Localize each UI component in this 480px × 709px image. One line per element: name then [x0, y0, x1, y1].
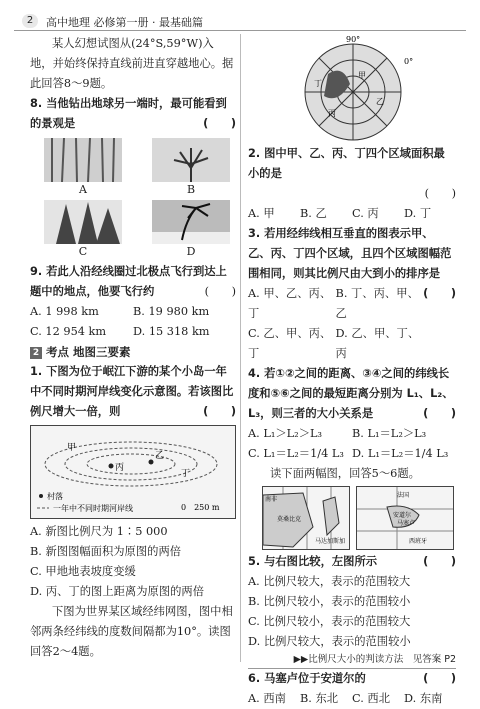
- q5-option-c[interactable]: C. 比例尺较小，表示的范围较大: [248, 615, 411, 628]
- andorra-map: [356, 486, 454, 550]
- intro-2-4: 下图为世界某区域经纬网图，图中相邻两条经纬线的度数间隔都为10°。读图回答2～4题。: [30, 605, 233, 658]
- q4-answer-paren: ( ): [423, 407, 456, 420]
- q3-answer-paren: ( ): [423, 287, 456, 300]
- q6-option-a[interactable]: A. 西南: [248, 692, 286, 705]
- q8-option-b[interactable]: [144, 138, 238, 198]
- question-8: [30, 94, 236, 260]
- q6-option-d[interactable]: D. 东南: [404, 692, 443, 705]
- q8-answer-paren: ( ): [203, 117, 236, 130]
- q9-option-b[interactable]: B. 19 980 km: [133, 305, 210, 318]
- intro-5-6: 读下面两幅图，回答5～6题。: [270, 467, 420, 480]
- q2-option-a[interactable]: A. 甲: [248, 207, 275, 220]
- map-scale: 0 250 m: [181, 503, 220, 512]
- map-label-ding: 丁: [181, 469, 191, 479]
- question-3: [248, 224, 456, 364]
- section-heading: [30, 342, 236, 362]
- q3-option-d[interactable]: D. 乙、甲、丁、丙: [335, 327, 420, 360]
- q2-option-d[interactable]: D. 丁: [404, 207, 432, 220]
- q6-option-c[interactable]: C. 西北: [352, 692, 391, 705]
- map-label-jia: 甲: [67, 443, 77, 453]
- q8-stem: 8. 当他钻出地球另一端时，最可能看到的景观是: [30, 97, 227, 130]
- q8-option-a[interactable]: [36, 138, 130, 198]
- polar-map: [288, 34, 456, 144]
- legend-shoreline: 一年中不同时期河岸线: [53, 504, 133, 513]
- map-label-spain: 西班牙: [409, 538, 428, 545]
- map-label-mozambique: 莫桑比克: [277, 516, 302, 523]
- q6-answer-paren: ( ): [423, 672, 456, 685]
- legend-village: 村落: [47, 492, 63, 501]
- q2-option-c[interactable]: C. 丙: [352, 207, 379, 220]
- left-column: [30, 34, 236, 662]
- q5-answer-paren: ( ): [423, 555, 456, 568]
- q2-option-b[interactable]: B. 乙: [300, 207, 327, 220]
- map-label-france: 法国: [397, 492, 410, 499]
- q2-stem: 2. 图中甲、乙、丙、丁四个区域面积最小的是: [248, 147, 445, 180]
- column-divider: [240, 34, 241, 662]
- polar-label-jia: 甲: [358, 71, 366, 80]
- q6-option-b[interactable]: B. 东北: [300, 692, 339, 705]
- section-title: 考点 地图三要素: [46, 345, 131, 359]
- map-label-madagascar: 马达加斯加: [315, 538, 346, 545]
- question-9: [30, 262, 236, 342]
- q1-option-c[interactable]: C. 甲地地表坡度变缓: [30, 565, 136, 578]
- q9-option-c[interactable]: C. 12 954 km: [30, 325, 107, 338]
- q2-answer-paren: ( ): [424, 187, 456, 200]
- polar-label-ding: 丁: [314, 79, 322, 88]
- q5-option-b[interactable]: B. 比例尺较小，表示的范围较小: [248, 595, 411, 608]
- question-5: [248, 552, 456, 652]
- q4-option-a[interactable]: A. L₁＞L₂＞L₃: [248, 427, 323, 440]
- coconut-beach-image: [152, 200, 230, 244]
- map-label-south-africa: 南非: [265, 496, 278, 503]
- q9-answer-paren: ( ): [204, 285, 236, 298]
- map-label-yi: 乙: [155, 451, 165, 461]
- polar-label-0: 0°: [404, 57, 414, 66]
- q1-option-b[interactable]: B. 新图图幅面积为原图的两倍: [30, 545, 182, 558]
- q8-option-c[interactable]: [36, 200, 130, 260]
- q3-option-b[interactable]: B. 丁、丙、甲、乙: [335, 287, 419, 320]
- q9-option-a[interactable]: A. 1 998 km: [30, 305, 99, 318]
- q3-stem: 3. 若用经纬线相互垂直的图表示甲、乙、丙、丁四个区域，且四个区域图幅范围相同，则其比例尺由大到小的排序是: [248, 227, 452, 280]
- q5-option-a[interactable]: A. 比例尺较大，表示的范围较大: [248, 575, 411, 588]
- q1-answer-paren: ( ): [203, 405, 236, 418]
- southern-africa-map: [262, 486, 350, 550]
- q9-stem: 9. 若此人沿经线圈过北极点飞行到达上题中的地点，他要飞行约: [30, 265, 227, 298]
- q9-option-d[interactable]: D. 15 318 km: [133, 325, 210, 338]
- header-title: 高中地理 必修第一册 · 最基础篇: [46, 16, 203, 29]
- two-maps: [262, 486, 456, 550]
- intro-8-9: 某人幻想试图从(24°S,59°W)入地，并始终保持直线前进直穿越地心。据此回答8～9题。: [30, 37, 234, 90]
- answer-reference: ▶▶比例尺大小的判读方法 见答案 P2: [248, 652, 456, 669]
- map-label-bing: 丙: [115, 463, 125, 473]
- q8-label-c: C: [78, 245, 88, 258]
- q8-label-a: A: [79, 183, 87, 196]
- map-label-maseru: 马塞卢: [397, 520, 416, 527]
- polar-label-yi: 乙: [376, 97, 384, 106]
- question-2: [248, 144, 456, 224]
- q3-option-c[interactable]: C. 乙、甲、丙、丁: [248, 327, 332, 360]
- q1-option-d[interactable]: D. 丙、丁的图上距离为原图的两倍: [30, 585, 204, 598]
- right-column: [248, 34, 456, 709]
- island-map: [30, 425, 236, 519]
- question-6: [248, 669, 456, 709]
- q5-option-d[interactable]: D. 比例尺较大，表示的范围较小: [248, 635, 411, 648]
- q3-option-a[interactable]: A. 甲、乙、丙、丁: [248, 287, 332, 320]
- q8-option-d[interactable]: [144, 200, 238, 260]
- q4-option-d[interactable]: D. L₁＝L₂＝1/4 L₃: [352, 447, 449, 460]
- q4-option-c[interactable]: C. L₁＝L₂＝1/4 L₃: [248, 447, 344, 460]
- q5-stem: 5. 与右图比较，左图所示: [248, 555, 378, 568]
- desert-cactus-image: [152, 138, 230, 182]
- q8-image-grid: [36, 138, 236, 260]
- page-number: 2: [22, 14, 38, 28]
- polar-label-bing: 丙: [328, 109, 336, 118]
- bamboo-forest-image: [44, 138, 122, 182]
- section-number: 2: [30, 347, 42, 359]
- polar-label-90: 90°: [346, 35, 361, 44]
- coniferous-forest-image: [44, 200, 122, 244]
- map-label-andorra: 安道尔: [393, 512, 412, 519]
- q8-label-b: B: [186, 183, 196, 196]
- q1-option-a[interactable]: A. 新图比例尺为 1∶5 000: [30, 525, 168, 538]
- q4-stem: 4. 若①②之间的距离、③④之间的纬线长度和⑤⑥之间的最短距离分别为 L₁、L₂、L₃，则三者的大小关系是: [248, 367, 454, 420]
- q4-option-b[interactable]: B. L₁＝L₂＞L₃: [352, 427, 427, 440]
- q6-stem: 6. 马塞卢位于安道尔的: [248, 672, 366, 685]
- page-header: [14, 8, 466, 31]
- question-4: [248, 364, 456, 464]
- q1-stem: 1. 下图为位于岷江下游的某个小岛一年中不同时期河岸线变化示意图。若该图比例尺增大一倍，则: [30, 365, 234, 418]
- question-1: [30, 362, 236, 602]
- q8-label-d: D: [186, 245, 196, 258]
